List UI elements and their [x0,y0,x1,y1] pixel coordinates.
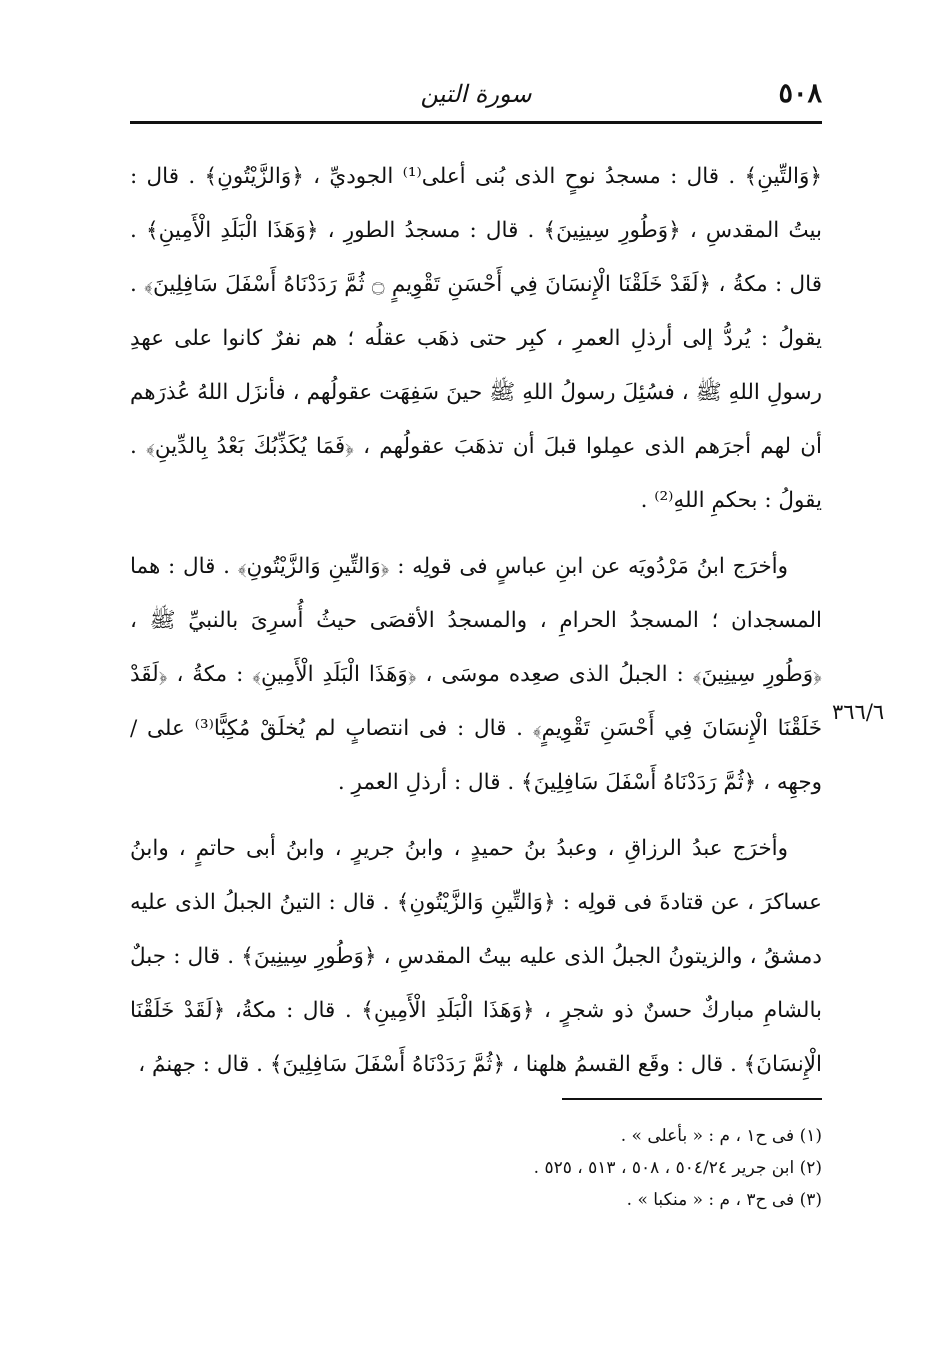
paragraph-1: ﴿وَالتِّينِ﴾ . قال : مسجدُ نوحٍ الذى بُنى أعلى⁽¹⁾ الجوديِّ ، ﴿وَالزَّيْتُونِ﴾ . قال : بيتُ المقدسِ ، ﴿وَطُورِ سِينِينَ﴾ . قال : مسجدُ الطورِ ، ﴿وَهَذَا الْبَلَدِ الْأَمِينِ﴾ . قال : مكةُ ، ﴿لَقَدْ خَلَقْنَا الْإِنسَانَ فِي أَحْسَنِ تَقْوِيمٍ ۝ ثُمَّ رَدَدْنَاهُ أَسْفَلَ سَافِلِينَ﴾ . يقولُ : يُردُّ إلى أرذلِ العمرِ ، كبِر حتى ذهَب عقلُه ؛ هم نفرٌ كانوا على عهدِ رسولِ اللهِ ﷺ ، فسُئِلَ رسولُ اللهِ ﷺ حينَ سَفِهَت عقولُهم ، فأنزَل اللهُ عُذرَهم أن لهم أجرَهم الذى عمِلوا قبلَ أن تذهَبَ عقولُهم ، ﴿فَمَا يُكَذِّبُكَ بَعْدُ بِالدِّينِ﴾ . يقولُ : بحكمِ اللهِ⁽²⁾ . [130,164,822,513]
footnote-2: (٢) ابن جرير ٥٠٤/٢٤ ، ٥٠٨ ، ٥١٣ ، ٥٢٥ . [533,1158,822,1178]
footnote-3: (٣) فى ح٣ ، م : « منكبا » . [626,1190,822,1210]
surah-title: سورة التين [420,80,532,108]
page-number: ٥٠٨ [778,78,822,109]
page-header [130,78,822,118]
body-text [130,150,822,1104]
margin-note: ٣٦٦/٦ [832,700,885,724]
header-rule [130,121,822,124]
paragraph-3: وأخرَج عبدُ الرزاقِ ، وعبدُ بنُ حميدٍ ، وابنُ جريرٍ ، وابنُ أبى حاتمٍ ، وابنُ عساكرَ ، عن قتادةَ فى قولِه : ﴿وَالتِّينِ وَالزَّيْتُونِ﴾ . قال : التينُ الجبلُ الذى عليه دمشقُ ، والزيتونُ الجبلُ الذى عليه بيتُ المقدسِ ، ﴿وَطُورِ سِينِينَ﴾ . قال : جبلٌ بالشامِ مباركٌ حسنٌ ذو شجرٍ ، ﴿وَهَذَا الْبَلَدِ الْأَمِينِ﴾ . قال : مكةُ، ﴿لَقَدْ خَلَقْنَا الْإِنسَانَ﴾ . قال : وقَع القسمُ هلهنا ، ﴿ثُمَّ رَدَدْنَاهُ أَسْفَلَ سَافِلِينَ﴾ . قال : جهنمُ ، [130,836,822,1077]
footnotes [130,1120,822,1216]
footnote-rule [562,1098,822,1100]
paragraph-2: وأخرَج ابنُ مَرْدُويَه عن ابنِ عباسٍ فى قولِه : ﴿وَالتِّينِ وَالزَّيْتُونِ﴾ . قال : هما المسجدان ؛ المسجدُ الحرامِ ، والمسجدُ الأقصَى حيثُ أُسرِىَ بالنبيِّ ﷺ ، ﴿وَطُورِ سِينِينَ﴾ : الجبلُ الذى صعِده موسَى ، ﴿وَهَذَا الْبَلَدِ الْأَمِينِ﴾ : مكةُ ، ﴿لَقَدْ خَلَقْنَا الْإِنسَانَ فِي أَحْسَنِ تَقْوِيمٍ﴾ . قال : فى انتصابٍ لم يُخلَقْ مُكِبًّا⁽³⁾ على /وجهِه ، ﴿ثُمَّ رَدَدْنَاهُ أَسْفَلَ سَافِلِينَ﴾ . قال : أرذلِ العمرِ . [130,554,823,795]
footnote-1: (١) فى ح١ ، م : « بأعلى » . [620,1126,822,1146]
